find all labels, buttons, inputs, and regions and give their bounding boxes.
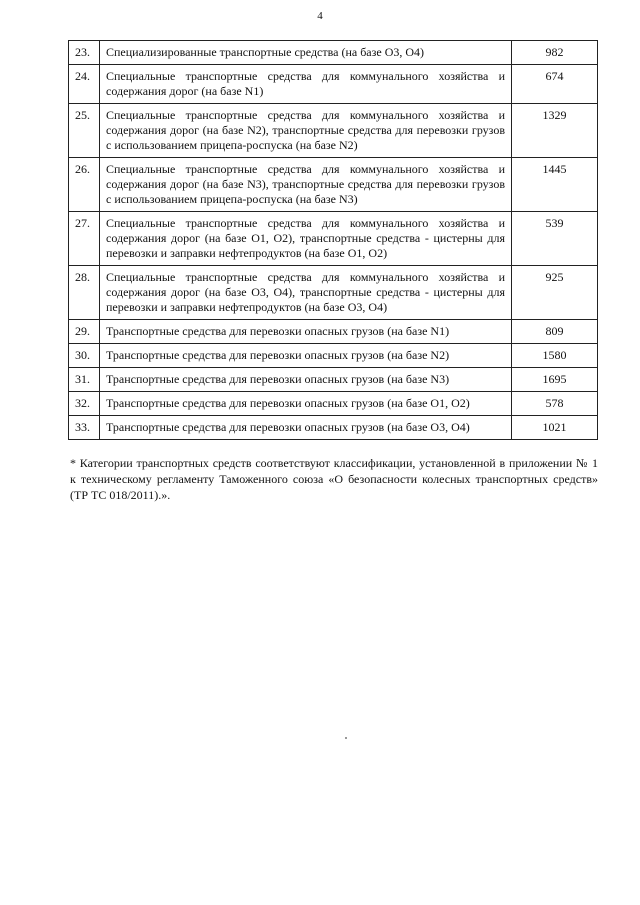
row-value: 1021 bbox=[512, 416, 598, 440]
row-value: 1695 bbox=[512, 368, 598, 392]
row-number: 25. bbox=[69, 104, 100, 158]
table-row bbox=[69, 65, 598, 104]
table-row bbox=[69, 320, 598, 344]
row-number: 26. bbox=[69, 158, 100, 212]
page-number: 4 bbox=[317, 10, 323, 22]
table-row bbox=[69, 368, 598, 392]
row-number: 31. bbox=[69, 368, 100, 392]
row-description: Специальные транспортные средства для коммунального хозяйства и содержания дорог (на базе N1) bbox=[100, 65, 512, 104]
row-number: 27. bbox=[69, 212, 100, 266]
tariff-table bbox=[68, 40, 598, 440]
row-value: 809 bbox=[512, 320, 598, 344]
row-description: Специальные транспортные средства для коммунального хозяйства и содержания дорог (на базе N2), транспортные средства для перевозки грузов с использованием прицепа-роспуска (на базе N2) bbox=[100, 104, 512, 158]
row-value: 674 bbox=[512, 65, 598, 104]
row-description: Транспортные средства для перевозки опасных грузов (на базе N3) bbox=[100, 368, 512, 392]
row-number: 30. bbox=[69, 344, 100, 368]
row-description: Специальные транспортные средства для коммунального хозяйства и содержания дорог (на базе O1, O2), транспортные средства - цистерны для перевозки и заправки нефтепродуктов (на базе O1, O2) bbox=[100, 212, 512, 266]
row-number: 28. bbox=[69, 266, 100, 320]
row-number: 23. bbox=[69, 41, 100, 65]
row-number: 32. bbox=[69, 392, 100, 416]
row-description: Специальные транспортные средства для коммунального хозяйства и содержания дорог (на базе N3), транспортные средства для перевозки грузов с использованием прицепа-роспуска (на базе N3) bbox=[100, 158, 512, 212]
row-value: 1580 bbox=[512, 344, 598, 368]
row-value: 539 bbox=[512, 212, 598, 266]
row-number: 33. bbox=[69, 416, 100, 440]
row-value: 578 bbox=[512, 392, 598, 416]
row-description: Транспортные средства для перевозки опасных грузов (на базе N2) bbox=[100, 344, 512, 368]
table-row bbox=[69, 104, 598, 158]
row-description: Транспортные средства для перевозки опасных грузов (на базе N1) bbox=[100, 320, 512, 344]
table-row bbox=[69, 266, 598, 320]
row-description: Специальные транспортные средства для коммунального хозяйства и содержания дорог (на базе O3, O4), транспортные средства - цистерны для перевозки и заправки нефтепродуктов (на базе O3, O4) bbox=[100, 266, 512, 320]
row-value: 982 bbox=[512, 41, 598, 65]
row-description: Транспортные средства для перевозки опасных грузов (на базе O3, O4) bbox=[100, 416, 512, 440]
table-row bbox=[69, 212, 598, 266]
row-value: 1329 bbox=[512, 104, 598, 158]
footnote: * Категории транспортных средств соответствуют классификации, установленной в приложении № 1 к техническому регламенту Таможенного союза «О безопасности колесных транспортных средств» (ТР ТС 018/2011).». bbox=[70, 456, 598, 502]
table-row bbox=[69, 158, 598, 212]
table-row bbox=[69, 416, 598, 440]
table-row bbox=[69, 344, 598, 368]
table-row bbox=[69, 41, 598, 65]
row-description: Транспортные средства для перевозки опасных грузов (на базе O1, O2) bbox=[100, 392, 512, 416]
row-number: 29. bbox=[69, 320, 100, 344]
row-value: 925 bbox=[512, 266, 598, 320]
row-description: Специализированные транспортные средства (на базе O3, O4) bbox=[100, 41, 512, 65]
row-number: 24. bbox=[69, 65, 100, 104]
table-row bbox=[69, 392, 598, 416]
row-value: 1445 bbox=[512, 158, 598, 212]
scan-speck bbox=[345, 737, 347, 739]
